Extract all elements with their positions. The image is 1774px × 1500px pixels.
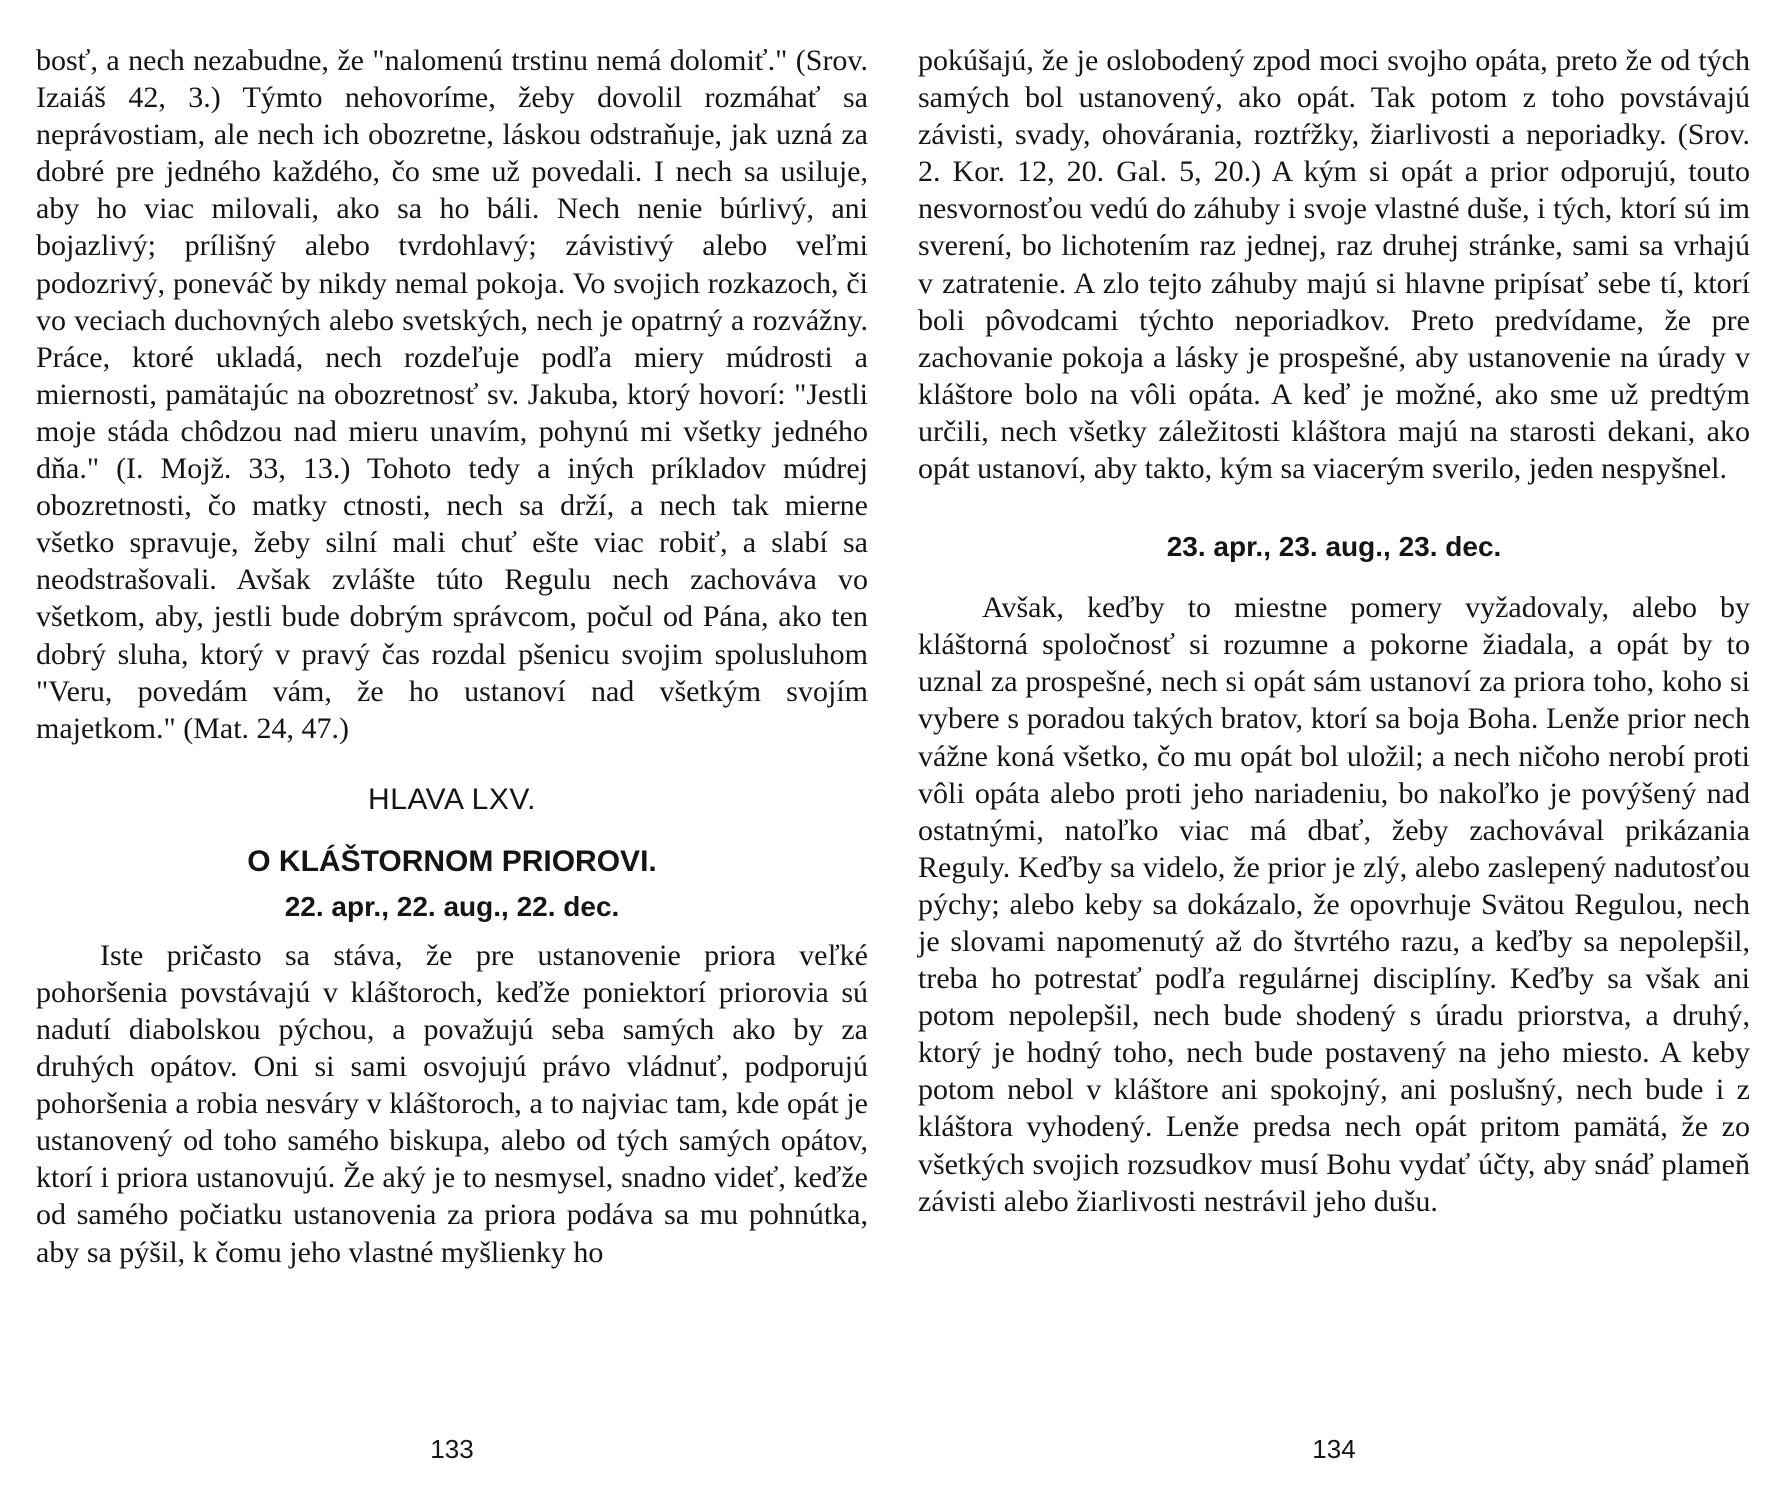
left-date-heading: 22. apr., 22. aug., 22. dec. (284, 890, 620, 922)
right-page-number: 134 (1312, 1434, 1356, 1464)
right-page (918, 42, 1750, 1472)
left-page (36, 42, 868, 1472)
left-page-number: 133 (430, 1434, 474, 1464)
left-page-continued-paragraph: bosť, a nech nezabudne, že "nalomenú trstinu nemá dolomiť." (Srov. Izaiáš 42, 3.) Týmto nehovoríme, žeby dovolil rozmáhať sa neprávostiam, ale nech ich obozretne, láskou odstraňuje, jak uzná za dobré pre jedného každého, čo sme už povedali. I nech sa usiluje, aby ho viac milovali, ako sa ho báli. Nech nenie búrlivý, ani bojazlivý; prílišný alebo tvrdohlavý; závistivý alebo veľmi podozrivý, poneváč by nikdy nemal pokoja. Vo svojich rozkazoch, či vo veciach duchovných alebo svetských, nech je opatrný a rozvážny. Práce, ktoré ukladá, nech rozdeľuje podľa miery múdrosti a miernosti, pamätajúc na obozretnosť sv. Jakuba, ktorý hovorí: "Jestli moje stáda chôdzou nad mieru unavím, pohynú mi všetky jedného dňa." (I. Mojž. 33, 13.) Tohoto tedy a iných príkladov múdrej obozretnosti, čo matky ctnosti, nech sa drží, a nech tak mierne všetko spravuje, žeby silní mali chuť ešte viac robiť, a slabí sa neodstrašovali. Avšak zvlášte túto Regulu nech zachováva vo všetkom, aby, jestli bude dobrým správcom, počul od Pána, ako ten dobrý sluha, ktorý v pravý čas rozdal pšenicu svojim spolusluhom "Veru, povedám vám, že ho ustanoví nad všetkým svojím majetkom." (Mat. 24, 47.) (36, 44, 868, 745)
right-date-heading: 23. apr., 23. aug., 23. dec. (1166, 531, 1502, 563)
right-page-chapter-paragraph: Avšak, keďby to miestne pomery vyžadovaly, alebo by kláštorná spoločnosť si rozumne a pokorne žiadala, a opát by to uznal za prospešné, nech si opát sám ustanoví za priora toho, koho si vybere s poradou takých bratov, ktorí sa boja Boha. Lenže prior nech vážne koná všetko, čo mu opát bol uložil; a nech ničoho nerobí proti vôli opáta alebo proti jeho nariadeniu, bo nakoľko je povýšený nad ostatnými, natoľko viac má dbať, žeby zachovával prikázania Reguly. Keďby sa videlo, že prior je zlý, alebo zaslepený nadutosťou pýchy; alebo keby sa dokázalo, že opovrhuje Svätou Regulou, nech je slovami napomenutý až do štvrtého razu, a keďby sa nepolepšil, treba ho potrestať podľa regulárnej disciplíny. Keďby sa však ani potom nepolepšil, nech bude shodený s úradu priorstva, a druhý, ktorý je hodný toho, nech bude postavený na jeho miesto. A keby potom nebol v kláštore ani spokojný, ani poslušný, nech bude i z kláštora vyhodený. Lenže predsa nech opát pritom pamätá, že zo všetkých svojich rozsudkov musí Bohu vydať účty, aby snáď plameň závisti alebo žiarlivosti nestrávil jeho dušu. (918, 591, 1750, 1218)
page-gutter (886, 0, 888, 1500)
right-page-continued-paragraph: pokúšajú, že je oslobodený zpod moci svojho opáta, preto že od tých samých bol ustanovený, ako opát. Tak potom z toho povstávajú závisti, svady, ohovárania, roztŕžky, žiarlivosti a neporiadky. (Srov. 2. Kor. 12, 20. Gal. 5, 20.) A kým si opát a prior odporujú, touto nesvornosťou vedú do záhuby i svoje vlastné duše, i tých, ktorí sú im sverení, bo lichotením raz jednej, raz druhej stránke, sami sa vrhajú v zatratenie. A zlo tejto záhuby majú si hlavne pripísať sebe tí, ktorí boli pôvodcami týchto neporiadkov. Preto predvídame, že pre zachovanie pokoja a lásky je prospešné, aby ustanovenie na úrady v kláštore bolo na vôli opáta. A keď je možné, ako sme už predtým určili, nech všetky záležitosti kláštora majú na starosti dekani, ako opát ustanoví, aby takto, kým sa viacerým sverilo, jeden nespyšnel. (918, 44, 1750, 486)
chapter-label: HLAVA LXV. (368, 782, 536, 816)
left-page-chapter-paragraph: Iste pričasto sa stáva, že pre ustanovenie priora veľké pohoršenia povstávajú v kláštoroch, keďže poniektorí priorovia sú nadutí diabolskou pýchou, a považujú seba samých ako by za druhých opátov. Oni si sami osvojujú právo vládnuť, podporujú pohoršenia a robia nesváry v kláštoroch, a to najviac tam, kde opát je ustanovený od toho samého biskupa, alebo od tých samých opátov, ktorí i priora ustanovujú. Že aký je to nesmysel, snadno videť, keďže od samého počiatku ustanovenia za priora podáva sa mu pohnútka, aby sa pýšil, k čomu jeho vlastné myšlienky ho (36, 938, 868, 1269)
chapter-title: O KLÁŠTORNOM PRIOROVI. (247, 844, 657, 878)
